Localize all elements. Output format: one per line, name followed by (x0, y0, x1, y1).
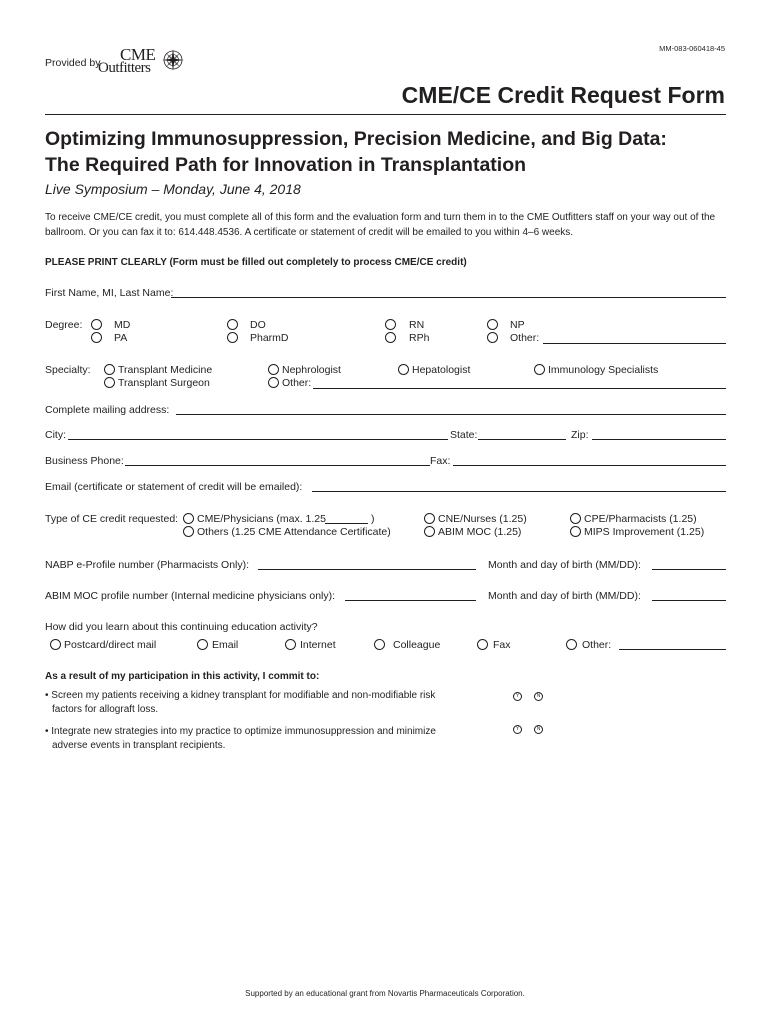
activity-title-line2: The Required Path for Innovation in Transplantation (45, 154, 527, 176)
fax-label: Fax: (430, 455, 451, 467)
specialty-transplant-surgeon-radio[interactable] (104, 377, 115, 388)
dob-label: Month and day of birth (MM/DD): (488, 559, 641, 571)
ce-others-radio[interactable] (183, 526, 194, 537)
activity-title (45, 126, 745, 178)
nabp-label: NABP e-Profile number (Pharmacists Only): (45, 559, 250, 571)
abim-label: ABIM MOC profile number (Internal medicine physicians only): (45, 590, 336, 602)
specialty-transplant-medicine-label: Transplant Medicine (118, 364, 213, 376)
degree-pharmd-label: PharmD (250, 332, 289, 344)
logo-line1: CME (120, 45, 156, 64)
zip-label: Zip: (571, 429, 589, 441)
commit-item-1-line1: • Screen my patients receiving a kidney transplant for modifiable and non-modifiable risk (45, 690, 436, 701)
learn-fax-label: Fax (493, 639, 511, 651)
degree-rn-radio[interactable] (385, 319, 396, 330)
learn-other-label: Other: (582, 639, 612, 651)
title-rule (45, 114, 726, 115)
ce-cpe-pharmacists-radio[interactable] (570, 513, 581, 524)
learn-other-field[interactable] (619, 649, 726, 650)
ce-cme-physicians-hours-field[interactable] (325, 523, 368, 524)
ce-abim-moc-label: ABIM MOC (1.25) (438, 526, 522, 538)
learn-email-label: Email (212, 639, 239, 651)
ce-cne-nurses-label: CNE/Nurses (1.25) (438, 513, 527, 525)
degree-md-label: MD (114, 319, 131, 331)
name-label: First Name, MI, Last Name: (45, 287, 174, 299)
ce-others-label: Others (1.25 CME Attendance Certificate) (197, 526, 391, 538)
learn-postcard-label: Postcard/direct mail (64, 639, 157, 651)
specialty-transplant-surgeon-label: Transplant Surgeon (118, 377, 210, 389)
commit-item-1-line2: factors for allograft loss. (52, 704, 159, 715)
specialty-hepatologist-radio[interactable] (398, 364, 409, 375)
ce-mips-label: MIPS Improvement (1.25) (584, 526, 705, 538)
commit-heading: As a result of my participation in this activity, I commit to: (45, 671, 320, 682)
degree-other-radio[interactable] (487, 332, 498, 343)
specialty-transplant-medicine-radio[interactable] (104, 364, 115, 375)
ce-mips-radio[interactable] (570, 526, 581, 537)
form-title: CME/CE Credit Request Form (401, 82, 725, 108)
degree-rph-radio[interactable] (385, 332, 396, 343)
degree-md-radio[interactable] (91, 319, 102, 330)
learn-colleague-label: Colleague (393, 639, 441, 651)
commit-item-2-no[interactable]: N (534, 725, 543, 734)
degree-rph-label: RPh (409, 332, 430, 344)
degree-do-radio[interactable] (227, 319, 238, 330)
learn-email-radio[interactable] (197, 639, 208, 650)
degree-pa-radio[interactable] (91, 332, 102, 343)
state-field[interactable] (478, 439, 566, 440)
learn-internet-label: Internet (300, 639, 336, 651)
degree-rn-label: RN (409, 319, 425, 331)
city-label: City: (45, 429, 66, 441)
learn-label: How did you learn about this continuing education activity? (45, 621, 318, 633)
name-field[interactable] (171, 297, 726, 298)
specialty-nephrologist-label: Nephrologist (282, 364, 341, 376)
dob-field-2[interactable] (652, 600, 726, 601)
specialty-immunology-label: Immunology Specialists (548, 364, 659, 376)
learn-internet-radio[interactable] (285, 639, 296, 650)
degree-np-radio[interactable] (487, 319, 498, 330)
learn-fax-radio[interactable] (477, 639, 488, 650)
specialty-nephrologist-radio[interactable] (268, 364, 279, 375)
ce-cne-nurses-radio[interactable] (424, 513, 435, 524)
specialty-label: Specialty: (45, 364, 91, 376)
logo-line2: Outfitters (98, 60, 151, 76)
specialty-other-radio[interactable] (268, 377, 279, 388)
compass-rose-icon (162, 49, 184, 71)
ce-abim-moc-radio[interactable] (424, 526, 435, 537)
ce-cme-physicians-close: ) (371, 513, 375, 525)
degree-pa-label: PA (114, 332, 128, 344)
ce-cpe-pharmacists-label: CPE/Pharmacists (1.25) (584, 513, 697, 525)
ce-cme-physicians-label: CME/Physicians (max. 1.25 (197, 513, 326, 525)
specialty-other-label: Other: (282, 377, 312, 389)
mailing-address-label: Complete mailing address: (45, 404, 170, 416)
ce-type-label: Type of CE credit requested: (45, 513, 179, 525)
degree-other-field[interactable] (543, 343, 726, 344)
commit-item-1-no[interactable]: N (534, 692, 543, 701)
commit-item-1-yes[interactable]: Y (513, 692, 522, 701)
cme-outfitters-logo (98, 45, 188, 79)
learn-postcard-radio[interactable] (50, 639, 61, 650)
print-clearly-note: PLEASE PRINT CLEARLY (Form must be filled out completely to process CME/CE credit) (45, 257, 467, 268)
learn-colleague-radio[interactable] (374, 639, 385, 650)
degree-np-label: NP (510, 319, 525, 331)
mailing-address-field[interactable] (176, 414, 726, 415)
abim-field[interactable] (345, 600, 476, 601)
degree-do-label: DO (250, 319, 266, 331)
business-phone-field[interactable] (125, 465, 430, 466)
activity-title-line1: Optimizing Immunosuppression, Precision Medicine, and Big Data: (45, 128, 667, 150)
degree-pharmd-radio[interactable] (227, 332, 238, 343)
ce-cme-physicians-radio[interactable] (183, 513, 194, 524)
event-info: Live Symposium – Monday, June 4, 2018 (45, 181, 301, 197)
city-field[interactable] (68, 439, 448, 440)
specialty-hepatologist-label: Hepatologist (412, 364, 471, 376)
nabp-field[interactable] (258, 569, 476, 570)
commit-item-2-yes[interactable]: Y (513, 725, 522, 734)
footer-note: Supported by an educational grant from Novartis Pharmaceuticals Corporation. (245, 989, 525, 998)
fax-field[interactable] (453, 465, 726, 466)
dob-field[interactable] (652, 569, 726, 570)
learn-other-radio[interactable] (566, 639, 577, 650)
dob-label-2: Month and day of birth (MM/DD): (488, 590, 641, 602)
intro-paragraph: To receive CME/CE credit, you must complete all of this form and the evaluation form and turn them in to the CME Outfitters staff on your way out of the ballroom. Or you can fax it to: 614.448.4536. A certificate or statement of credit will be emailed to you within 4–6 weeks. (45, 212, 716, 238)
email-label: Email (certificate or statement of credit will be emailed): (45, 481, 303, 493)
provided-by-text: Provided by (45, 57, 101, 69)
specialty-other-field[interactable] (313, 388, 726, 389)
business-phone-label: Business Phone: (45, 455, 124, 467)
specialty-immunology-radio[interactable] (534, 364, 545, 375)
email-field[interactable] (312, 491, 726, 492)
commit-item-2-line1: • Integrate new strategies into my practice to optimize immunosuppression and minimize (45, 726, 436, 737)
state-label: State: (450, 429, 478, 441)
form-code: MM-083-060418-45 (659, 44, 725, 53)
commit-item-2-line2: adverse events in transplant recipients. (52, 740, 226, 751)
zip-field[interactable] (592, 439, 726, 440)
degree-label: Degree: (45, 319, 83, 331)
degree-other-label: Other: (510, 332, 540, 344)
